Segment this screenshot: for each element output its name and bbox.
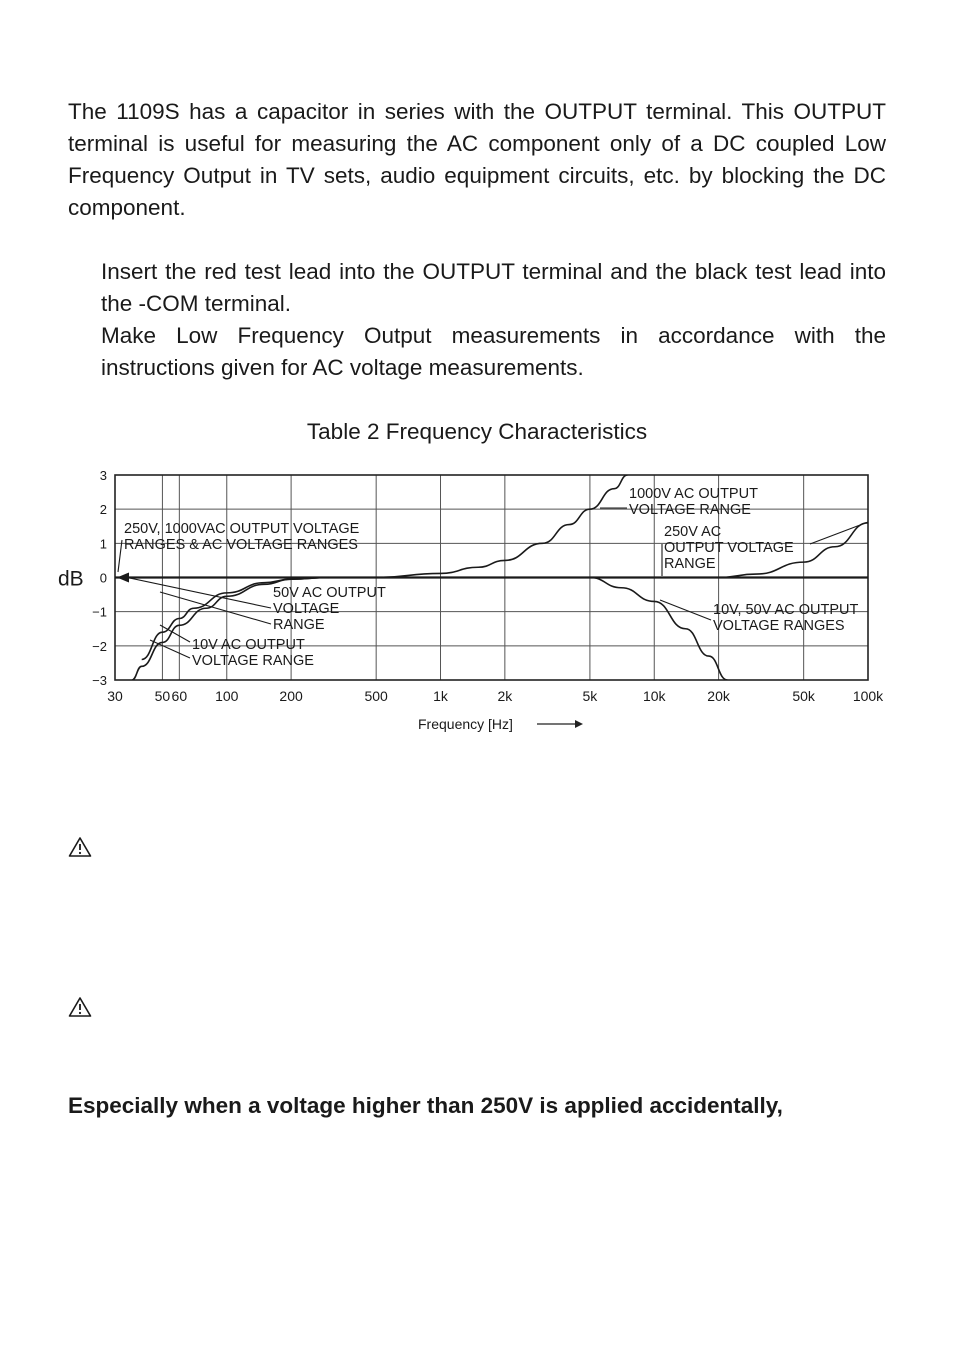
annotation-line: OUTPUT VOLTAGE — [664, 540, 794, 556]
x-tick-label: 500 — [364, 688, 388, 704]
x-tick-label: 100 — [215, 688, 239, 704]
annotation-line: 50V AC OUTPUT — [273, 585, 386, 601]
y-tick-label: 1 — [99, 536, 107, 552]
y-tick-label: 2 — [99, 502, 107, 518]
annotation-line: RANGE — [664, 556, 716, 572]
warning-triangle-icon — [68, 996, 92, 1018]
warning-bold-text: Especially when a voltage higher than 250V is applied accidentally, — [68, 1093, 783, 1118]
annotation-leader-line — [150, 640, 190, 658]
series-line — [590, 578, 728, 681]
annotation-label — [713, 602, 858, 634]
annotation-arrowhead — [117, 573, 129, 583]
x-tick-label: 5k — [582, 688, 598, 704]
y-axis-label: dB — [58, 567, 84, 591]
x-tick-label: 60 — [171, 688, 188, 704]
annotation-line: 10V, 50V AC OUTPUT — [713, 602, 859, 618]
annotation-line: 10V AC OUTPUT — [192, 637, 305, 653]
frequency-characteristics-chart — [0, 460, 954, 750]
y-tick-label: −3 — [92, 673, 107, 688]
y-tick-label: 3 — [99, 468, 107, 483]
y-tick-label: −2 — [92, 638, 107, 654]
annotation-label — [664, 524, 794, 572]
intro-paragraph: The 1109S has a capacitor in series with the OUTPUT terminal. This OUTPUT terminal is useful for measuring the AC component only of a DC coupled Low Frequency Output in TV sets, audio equipment circuits, etc. by blocking the DC component. — [68, 99, 886, 220]
annotation-line: 250V AC — [664, 524, 722, 540]
annotation-line: 250V, 1000VAC OUTPUT VOLTAGE — [124, 521, 360, 537]
annotation-label — [124, 521, 360, 553]
annotation-label — [629, 486, 758, 518]
annotation-label — [273, 585, 386, 633]
x-tick-label: 10k — [642, 688, 666, 704]
x-tick-label: 50 — [154, 688, 171, 704]
x-tick-label: 30 — [107, 688, 123, 704]
annotation-line: 1000V AC OUTPUT — [629, 486, 758, 502]
x-tick-label: 2k — [497, 688, 513, 704]
x-tick-label: 1k — [433, 688, 448, 704]
annotation-line: VOLTAGE — [273, 601, 340, 617]
annotation-leader-line — [118, 540, 122, 572]
annotation-line: RANGES & AC VOLTAGE RANGES — [124, 537, 358, 553]
y-tick-label: −1 — [92, 604, 107, 620]
table-caption: Table 2 Frequency Characteristics — [306, 419, 648, 444]
annotation-line: VOLTAGE RANGE — [629, 502, 751, 518]
annotation-leader-line — [810, 522, 868, 544]
annotation-line: VOLTAGE RANGES — [713, 618, 845, 634]
x-axis-label: Frequency [Hz] — [418, 716, 513, 732]
x-tick-label: 200 — [279, 688, 303, 704]
x-axis-arrowhead — [575, 720, 583, 728]
y-tick-label: 0 — [99, 570, 107, 586]
annotation-line: VOLTAGE RANGE — [192, 653, 314, 669]
x-tick-label: 100k — [852, 688, 884, 704]
instruction-insert-leads: Insert the red test lead into the OUTPUT terminal and the black test lead into the -COM terminal. — [101, 259, 886, 316]
annotation-line: RANGE — [273, 617, 325, 633]
instruction-measure: Make Low Frequency Output measurements in accordance with the instructions given for AC voltage measurements. — [101, 323, 886, 380]
chart-labels — [58, 468, 884, 732]
warning-triangle-icon — [68, 836, 92, 858]
x-tick-label: 20k — [707, 688, 730, 704]
annotation-label — [192, 637, 314, 669]
x-tick-label: 50k — [792, 688, 815, 704]
